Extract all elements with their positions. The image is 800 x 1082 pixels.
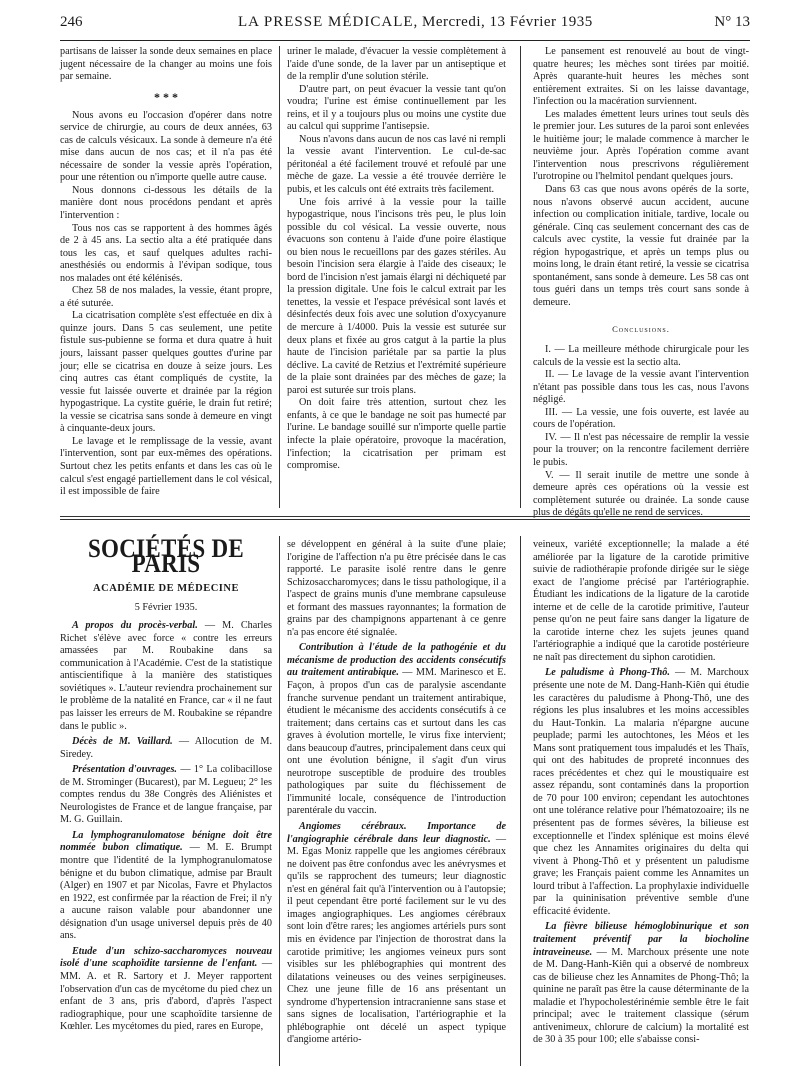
report-heading: Contribution à l'étude de la pathogénie et du mécanisme de production des accidents consécutifs au traitement antirabique.	[287, 642, 506, 679]
report-text: — M. Marchoux présente une note de M. Dang-Hanh-Kiên qui étudie les caractères du paludisme à Phong-Thô, une des régions les plus insalubres et les moins accessibles du Haut-Tonkin. La malaria n'épargne aucune peuplade; parmi les autochtones, les Méos et les Mans sont pratiquement tous impaludés et les Thaïs, qui ont des habitudes de propreté inconnues des races précédentes et chez qui le moustiquaire est assez répandu, sont contaminés dans la proportion de 70 pour 100 environ; cependant les autochtones ont une tolérance relative pour l'hématozoaire; ils ne présentent pas de formes sévères, la bilieuse est exceptionnelle et l'index splénique est moins élevé que chez les Annamites originaires du delta qui vivent à Phong-Thô et y présentent un paludisme grave; les Français paient comme les Annamites un lourd tribut à l'affection. La prophylaxie individuelle par la quininisation préventive semble d'une efficacité évidente.	[533, 667, 749, 917]
paragraph: Nous avons eu l'occasion d'opérer dans notre service de chirurgie, au cours de deux années, 63 cas de calculs vésicaux. La sonde à demeure n'a été mise dans aucun de nos cas; et il n'a pas été nécessaire de sonder la vessie après l'opération, pour une rétention ou n'importe quelle autre cause.	[60, 109, 272, 184]
paragraph: Le pansement est renouvelé au bout de vingt-quatre heures; les mèches sont tirées par moitié. Après quarante-huit heures les mèches sont entièrement extraites. Si on les laisse davantage, l'infection ou la macération surviennent.	[533, 46, 749, 108]
conclusion-item: V. — Il serait inutile de mettre une sonde à demeure après ces opérations où la vessie est complètement suturée ou drainée. La sonde cause plus de dégâts qu'elle ne rend de services.	[533, 469, 749, 519]
journal-name: LA PRESSE MÉDICALE	[238, 14, 414, 30]
paragraph: D'autre part, on peut évacuer la vessie tant qu'on voudra; l'urine est émise continuellement par les reins, et il y a toujours plus ou moins une cystite due au calcul qui supprime l'antisepsie.	[287, 83, 506, 133]
page-number: 246	[60, 14, 83, 30]
conclusion-item: II. — Le lavage de la vessie avant l'intervention n'étant pas possible dans tous les cas, nous l'avons négligé.	[533, 369, 749, 406]
section-stars: * * *	[154, 89, 178, 104]
issue-number: N° 13	[714, 14, 750, 30]
report-heading: La lymphogranulomatose bénigne doit être nommée bubon climatique.	[60, 829, 272, 854]
report-heading: La fièvre bilieuse hémoglobinurique et son traitement préventif par la biocholine intraveineuse.	[533, 921, 749, 958]
conclusion-item: I. — La meilleure méthode chirurgicale pour les calculs de la vessie est la sectio alta.	[533, 344, 749, 368]
issue-date: Mercredi, 13 Février 1935	[422, 14, 593, 30]
report-text: — Allocution de M. Siredey.	[60, 736, 273, 760]
paragraph: Chez 58 de nos malades, la vessie, étant propre, a été suturée.	[60, 285, 272, 309]
column-rule	[279, 46, 280, 508]
journal-title: LA PRESSE MÉDICALE, Mercredi, 13 Février 1935	[238, 14, 593, 30]
report-text: — M. Charles Richet s'élève avec force « contre les erreurs amassées par M. Roubakine dans sa communication à l'Académie. C'est de la statistique antiscientifique à la manière des statistiques soviétiques ». L'auteur reviendra prochainement sur le problème de la natalité en France, car « il ne faut pas laisser les erreurs de M. Roubakine se répandre dans le public ».	[60, 620, 272, 732]
paragraph: Nous n'avons dans aucun de nos cas lavé ni rempli la vessie avant l'intervention. Le cul-de-sac péritonéal a été facilement trouvé et refoulé par une mèche de gaze. La vessie a été trouvée derrière le pubis, et les calculs ont été extraits très facilement.	[287, 133, 506, 196]
section-title: SOCIÉTÉS DE PARIS	[87, 534, 245, 578]
section-divider	[60, 516, 750, 517]
conclusion-item: III. — La vessie, une fois ouverte, est lavée au cours de l'opération.	[533, 406, 749, 431]
report-item	[287, 539, 506, 639]
column-rule	[279, 536, 280, 1066]
lower-column-1	[60, 536, 272, 1066]
report-heading: A propos du procès-verbal.	[72, 620, 198, 632]
report-item	[60, 830, 272, 943]
report-item	[60, 620, 272, 733]
report-heading: Etude d'un schizo-saccharomyces nouveau isolé d'une scaphoïdite tarsienne de l'enfant.	[60, 945, 272, 970]
society-name: ACADÉMIE DE MÉDECINE	[93, 583, 239, 595]
paragraph: La cicatrisation complète s'est effectuée en dix à quinze jours. Dans 5 cas seulement, une petite fistule sus-pubienne se forma et dura quatre à huit jours, laissant passer quelques gouttes d'urine par jour; elle se cicatrisa en douze à seize jours. Les cinq autres cas étant compliqués de cystite, la vessie fut laissée ouverte et drainée par la région hypogastrique. La cystite guérie, le drain fut retiré; la vessie se cicatrisa sans sonde à demeure en vingt à cinquante-deux jours.	[60, 310, 272, 435]
report-text: — M. E. Brumpt montre que l'identité de la lymphogranulomatose bénigne et du bubon climatique, admise par Brault (Alger) en 1907 et par Nicolas, Favre et Phylactos en 1922, est confirmée par la réaction de Frei; il n'y a aucune raison valable pour abandonner une désignation d'un usage universel depuis près de 40 ans.	[60, 842, 272, 942]
section-divider	[60, 519, 750, 520]
report-text: se développent en général à la suite d'une plaie; l'origine de l'affection n'a pu être précisée dans le cas rapporté. Le parasite isolé rentre dans le genre Schizosaccharomyces; dans le tissu pathologique, il a l'aspect de grains munis d'une membrane capsuleuse et formant des massues rayonnantes; la formation de grains par des champignons appartenant à ce genre n'a pas encore été signalée.	[287, 539, 506, 638]
report-heading: Le paludisme à Phong-Thô.	[545, 667, 670, 679]
running-header	[60, 14, 750, 36]
report-item	[533, 539, 749, 664]
report-item	[533, 667, 749, 918]
report-item	[60, 736, 272, 761]
paragraph: Une fois arrivé à la vessie pour la taille hypogastrique, nous l'incisons très peu, le plus loin possible du col vésical. La vessie ouverte, nous évacuons son contenu à l'aide d'une poire élastique ou bien nous le recueillons par des gazes stériles. Au besoin l'incision sera élargie à l'aide des ciseaux; le bord de l'incision n'est jamais élargi ni déchiqueté par la pression digitale. Une fois le calcul extrait par les tenettes, la vessie et l'espace prévésical sont lavés et désinfectés deux fois avec une solution d'oxycyanure de mercure à 1/4000. Puis la vessie est suturée sur deux plans et fixée au gros catgut à la partie la plus haute de l'incision pariétale par sa partie la plus déclive. La cavité de Retzius et l'extrémité supérieure de la plaie sont drainées par des mèches de gaze; la paroi est suturée sur trois plans.	[287, 196, 506, 396]
report-text: — MM. Marinesco et E. Façon, à propos d'un cas de paralysie ascendante franche survenue pendant un traitement antirabique, étudient le mécanisme des accidents consécutifs à ce traitement; dans certains cas et surtout dans les cas graves à évolution mortelle, le virus fixe intervient; dans beaucoup d'autres, principalement dans ceux qui ont une évolution bénigne, il s'agit d'un virus neurotrope susceptible de produire des troubles pathologiques par suite du fléchissement de l'immunité locale, conséquence de l'introduction parentérale du vaccin.	[287, 667, 506, 817]
report-item	[533, 921, 749, 1046]
report-text: veineux, variété exceptionnelle; la malade a été améliorée par la ligature de la carotide primitive suivie de radiothérapie profonde dirigée sur le siège exact de l'angiome précisé par l'artériographie. Étudiant les indications de la ligature de la carotide interne et de celle de la carotide primitive, l'auteur pense qu'on ne peut faire sans danger la ligature de la carotide interne chez les sujets jeunes quand l'artériographie a indiqué que la carotide postérieure ne naît pas directement du siphon carotidien.	[533, 539, 749, 663]
paragraph: partisans de laisser la sonde deux semaines en place jugent nécessaire de la changer au moins une fois par semaine.	[60, 46, 272, 83]
report-text: — M. Egas Moniz rappelle que les angiomes cérébraux ne doivent pas être confondus avec les anévrysmes et qu'ils se rapprochent des tumeurs; leur diagnostic n'est en général fait qu'à l'intervention ou à l'autopsie; il peut cependant être porté facilement sur le vu des images angiographiques. Les angiomes cérébraux sont loin d'être rares; les angiomes artériels purs sont mis en évidence par l'injection de thorostrat dans la carotide primitive; les angiomes veineux purs sont visibles sur les phlébographies qui montrent des dilatations veineuses ou des veines serpigineuses. Chez une jeune fille de 16 ans présentant un syndrome d'hypertension intracranienne sans stase et sans signes de localisation, l'artériographie et la phlébographie ont décelé un aspect typique d'angiome artério-	[287, 833, 506, 1046]
upper-column-3	[533, 46, 749, 519]
paragraph: Tous nos cas se rapportent à des hommes âgés de 2 à 45 ans. La sectio alta a été pratiquée dans tous les cas, et sauf quelques adultes rachi-anesthésiés ou endormis à l'évipan sodique, tous nos malades ont été kélénisés.	[60, 222, 272, 284]
header-rule	[60, 40, 750, 41]
paragraph: On doit faire très attention, surtout chez les enfants, à ce que le bandage ne soit pas humecté par l'urine. Le bandage souillé sur n'importe quelle partie infecte la plaie opératoire, provoque la macération, l'infection; la cicatrisation per primam est compromise.	[287, 397, 506, 472]
column-rule	[520, 536, 521, 1066]
paragraph: Dans 63 cas que nous avons opérés de la sorte, nous n'avons observé aucun accident, aucune infection ou complication initiale, tardive, locale ou générale. Cinq cas seulement concernant des cas de calculs avec cystite, la vessie fut drainée par la région hypogastrique, et après un temps plus ou moins long, le drain étant retiré, la vessie se cicatrisa spontanément, sans sonde à demeure. Les 58 cas ont tous guéri dans un temps très court sans sonde à demeure.	[533, 184, 749, 308]
paragraph: Les malades émettent leurs urines tout seuls dès le premier jour. Les sutures de la paroi sont enlevées le huitième jour; le malade commence à marcher le neuvième jour. Après l'opération comme avant l'intervention nous prescrivons régulièrement l'urotropine ou l'helmitol pendant quelques jours.	[533, 108, 749, 183]
report-item	[60, 764, 272, 827]
report-item	[60, 946, 272, 1034]
report-heading: Angiomes cérébraux. Importance de l'angiographie cérébrale dans leur diagnostic.	[287, 821, 506, 845]
paragraph: uriner le malade, d'évacuer la vessie complètement à l'aide d'une sonde, de la laver par un antiseptique et de la remplir d'une solution stérile.	[287, 46, 506, 83]
conclusion-item: IV. — Il n'est pas nécessaire de remplir la vessie pour la trouver; on la rencontre facilement derrière le pubis.	[533, 431, 749, 468]
upper-column-2	[287, 46, 506, 508]
conclusions-heading: Conclusions.	[612, 324, 670, 335]
paragraph: Nous donnons ci-dessous les détails de la manière dont nous procédons pendant et après l'intervention :	[60, 184, 272, 222]
report-item	[287, 642, 506, 818]
upper-column-1	[60, 46, 272, 508]
report-text: — 1° La colibacillose de M. Strominger (Bucarest), par M. Legueu; 2° les comptes rendus du 38e Congrès des Aliénistes et Neurologistes de France et de langue française, par M. G. Guillain.	[60, 764, 272, 826]
report-heading: Décès de M. Vaillard.	[72, 736, 173, 748]
report-text: — M. Marchoux présente une note de M. Dang-Hanh-Kiên qui a observé de nombreux cas de bilieuse chez les Annamites de Phong-Thô; la quinine ne paraît pas être la cause déterminante de la maladie et l'hypocholestérinémie semble être le fait principal; avec le traitement classique (sérum antivenimeux, chlorure de calcium) la mortalité est de 30 à 35 pour 100; elle s'abaisse consi-	[533, 946, 749, 1046]
column-rule	[520, 46, 521, 508]
lower-column-2	[287, 536, 506, 1066]
session-date: 5 Février 1935.	[134, 601, 198, 613]
report-item	[287, 821, 506, 1047]
paragraph: Le lavage et le remplissage de la vessie, avant l'intervention, sont par eux-mêmes des opérations. Surtout chez les petits enfants et dans les cas où le calcul s'est engagé partiellement dans le col vésical, il est impossible de faire	[60, 435, 272, 498]
lower-column-3	[533, 536, 749, 1066]
report-text: — MM. A. et R. Sartory et J. Meyer rapportent l'observation d'un cas de mycétome du pied chez un enfant de 3 ans, pris d'abord, d'après l'aspect radiographique, pour une scaphoïdite tarsienne de Kœhler. Les mycétomes du pied, rares en Europe,	[60, 958, 272, 1033]
report-heading: Présentation d'ouvrages.	[72, 764, 177, 776]
